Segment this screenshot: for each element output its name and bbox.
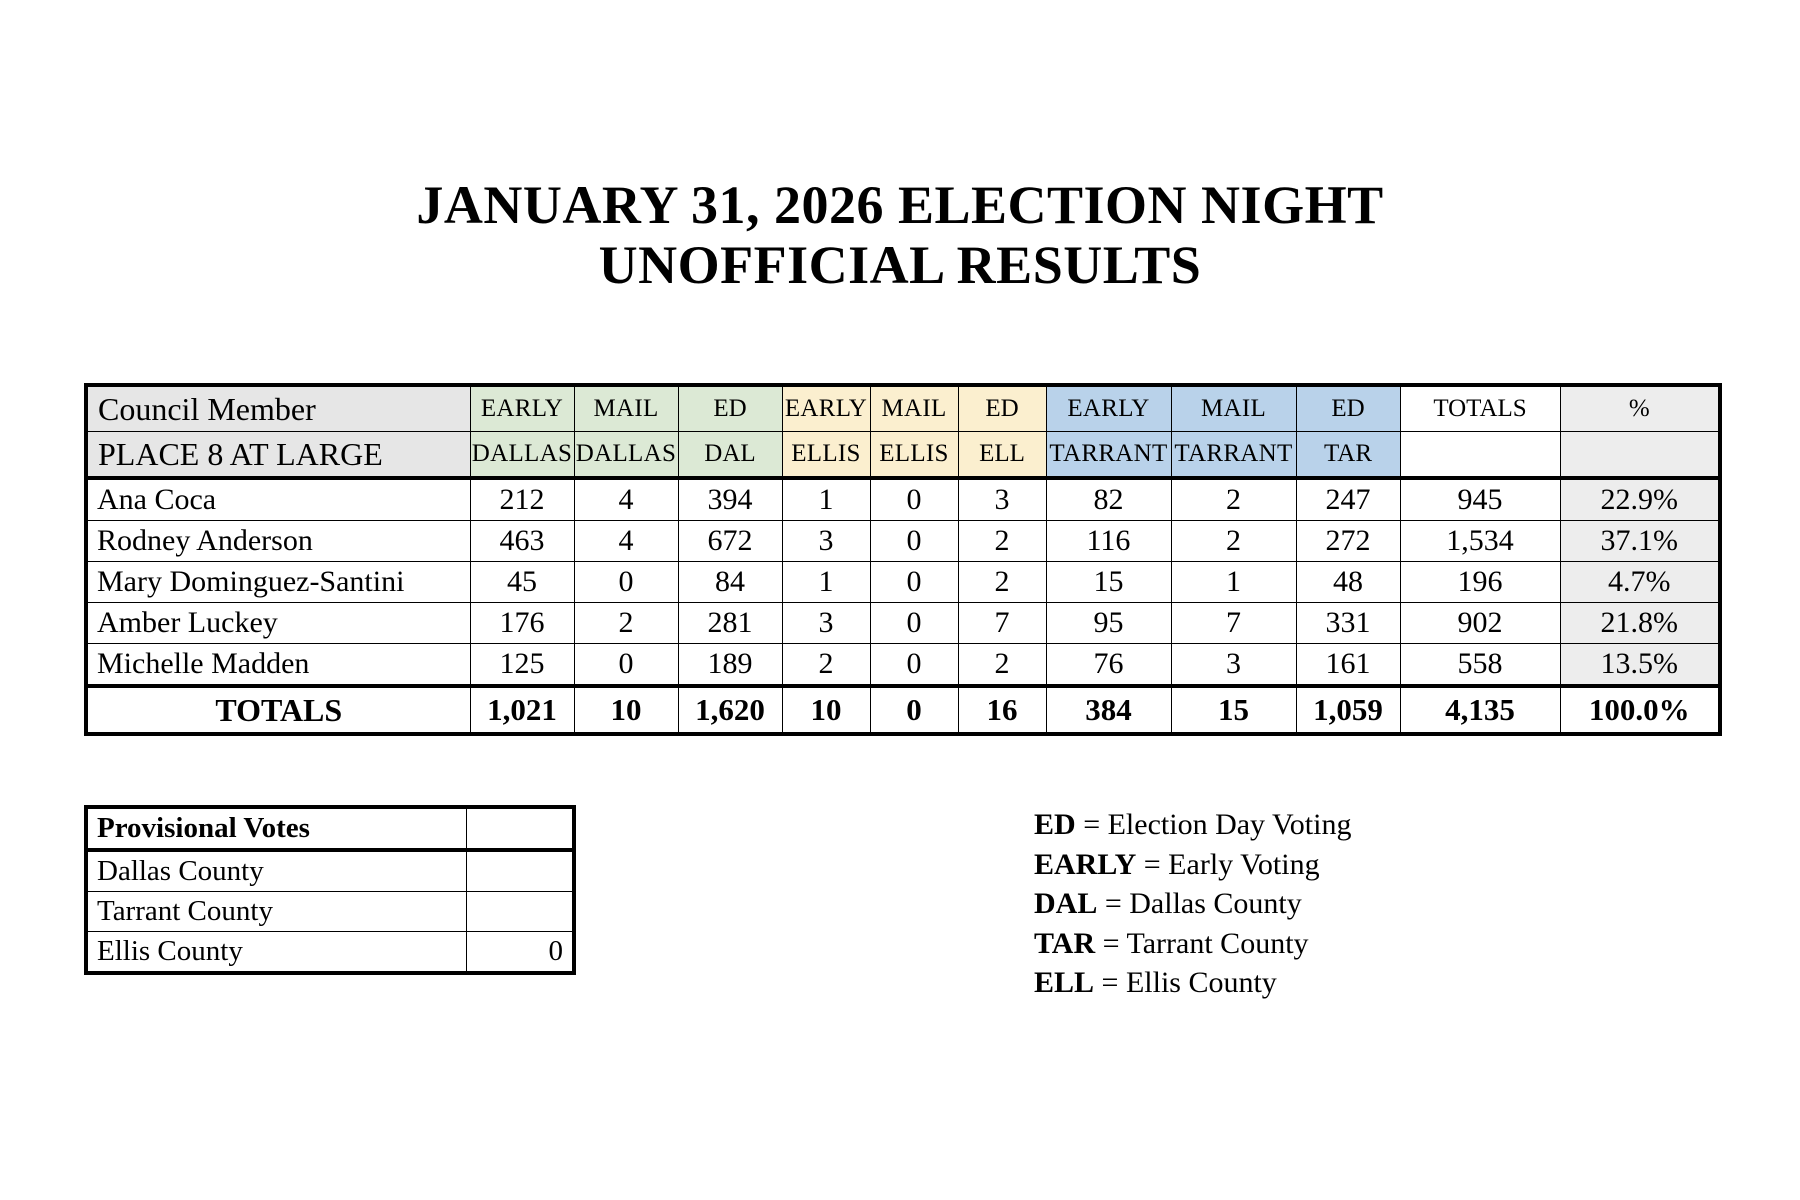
totals-label: TOTALS: [86, 686, 470, 734]
header-council-member: Council Member: [86, 385, 470, 432]
header-method-ellis-ed: ED: [958, 385, 1046, 432]
provisional-county-label: Ellis County: [86, 932, 466, 974]
vote-cell: 331: [1296, 603, 1400, 644]
candidate-percent: 21.8%: [1560, 603, 1720, 644]
legend-definition: = Dallas County: [1097, 887, 1302, 921]
legend-abbr: ED: [1034, 808, 1076, 841]
provisional-county-label: Tarrant County: [86, 892, 466, 932]
header-totals: TOTALS: [1400, 385, 1560, 432]
vote-cell: 7: [958, 603, 1046, 644]
candidate-name: Rodney Anderson: [86, 521, 470, 562]
vote-cell: 82: [1046, 478, 1171, 521]
vote-cell: 189: [678, 644, 782, 687]
vote-cell: 394: [678, 478, 782, 521]
vote-cell: 0: [870, 478, 958, 521]
vote-cell: 161: [1296, 644, 1400, 687]
table-row: [86, 644, 1720, 687]
table-header-row-county: [86, 432, 1720, 479]
candidate-percent: 4.7%: [1560, 562, 1720, 603]
vote-cell: 2: [1171, 521, 1296, 562]
legend-abbr: ELL: [1034, 966, 1095, 1000]
vote-cell: 3: [1171, 644, 1296, 687]
vote-cell: 2: [958, 521, 1046, 562]
grand-total: 4,135: [1400, 686, 1560, 734]
provisional-county-label: Dallas County: [86, 850, 466, 892]
vote-cell: 1: [782, 562, 870, 603]
header-method-tarrant-early: EARLY: [1046, 385, 1171, 432]
totals-cell: 10: [782, 686, 870, 734]
vote-cell: 2: [782, 644, 870, 687]
header-county-tarrant-early: TARRANT: [1046, 432, 1171, 479]
vote-cell: 4: [574, 478, 678, 521]
vote-cell: 3: [782, 603, 870, 644]
vote-cell: 2: [958, 562, 1046, 603]
vote-cell: 7: [1171, 603, 1296, 644]
legend-definition: = Ellis County: [1094, 966, 1277, 1000]
vote-cell: 176: [470, 603, 574, 644]
list-item: [86, 850, 574, 892]
vote-cell: 84: [678, 562, 782, 603]
vote-cell: 0: [870, 562, 958, 603]
table-totals-row: [86, 686, 1720, 734]
totals-cell: 10: [574, 686, 678, 734]
vote-cell: 0: [870, 521, 958, 562]
legend-abbr: EARLY: [1034, 847, 1137, 881]
total-percent: 100.0%: [1560, 686, 1720, 734]
candidate-total: 558: [1400, 644, 1560, 687]
header-method-dallas-mail: MAIL: [574, 385, 678, 432]
vote-cell: 1: [1171, 562, 1296, 603]
totals-cell: 1,620: [678, 686, 782, 734]
totals-cell: 384: [1046, 686, 1171, 734]
list-item: [86, 892, 574, 932]
header-percent-spacer: [1560, 432, 1720, 479]
vote-cell: 272: [1296, 521, 1400, 562]
header-county-ellis-ed: ELL: [958, 432, 1046, 479]
vote-cell: 212: [470, 478, 574, 521]
page-title-line-2: UNOFFICIAL RESULTS: [598, 235, 1202, 296]
vote-cell: 76: [1046, 644, 1171, 687]
header-method-ellis-mail: MAIL: [870, 385, 958, 432]
legend-item: [1034, 884, 1351, 924]
legend-item: [1034, 963, 1351, 1003]
vote-cell: 3: [958, 478, 1046, 521]
vote-cell: 0: [574, 644, 678, 687]
header-method-ellis-early: EARLY: [782, 385, 870, 432]
candidate-name: Ana Coca: [86, 478, 470, 521]
candidate-name: Amber Luckey: [86, 603, 470, 644]
election-results-table-container: [84, 383, 1718, 736]
provisional-county-value: 0: [466, 932, 574, 974]
totals-cell: 1,059: [1296, 686, 1400, 734]
legend-definition: = Election Day Voting: [1075, 808, 1352, 841]
candidate-percent: 37.1%: [1560, 521, 1720, 562]
vote-cell: 0: [870, 603, 958, 644]
header-county-dallas-ed: DAL: [678, 432, 782, 479]
vote-cell: 2: [1171, 478, 1296, 521]
table-row: [86, 603, 1720, 644]
legend-abbr: DAL: [1034, 887, 1098, 921]
table-header-row-method: [86, 385, 1720, 432]
candidate-percent: 22.9%: [1560, 478, 1720, 521]
totals-cell: 15: [1171, 686, 1296, 734]
totals-cell: 1,021: [470, 686, 574, 734]
vote-cell: 15: [1046, 562, 1171, 603]
candidate-total: 945: [1400, 478, 1560, 521]
vote-cell: 247: [1296, 478, 1400, 521]
legend-definition: = Early Voting: [1136, 847, 1320, 881]
page-title-line-1: JANUARY 31, 2026 ELECTION NIGHT: [416, 175, 1384, 235]
provisional-county-value: [466, 850, 574, 892]
vote-cell: 125: [470, 644, 574, 687]
vote-cell: 3: [782, 521, 870, 562]
vote-cell: 4: [574, 521, 678, 562]
vote-cell: 0: [870, 644, 958, 687]
legend-item: [1034, 924, 1351, 964]
candidate-name: Mary Dominguez-Santini: [86, 562, 470, 603]
header-totals-spacer: [1400, 432, 1560, 479]
totals-cell: 0: [870, 686, 958, 734]
election-results-table: [84, 383, 1722, 736]
vote-cell: 95: [1046, 603, 1171, 644]
vote-cell: 672: [678, 521, 782, 562]
vote-cell: 2: [574, 603, 678, 644]
vote-cell: 116: [1046, 521, 1171, 562]
totals-cell: 16: [958, 686, 1046, 734]
vote-cell: 1: [782, 478, 870, 521]
candidate-total: 902: [1400, 603, 1560, 644]
vote-cell: 2: [958, 644, 1046, 687]
vote-cell: 281: [678, 603, 782, 644]
provisional-header-label: Provisional Votes: [86, 807, 466, 850]
header-county-dallas-early: DALLAS: [470, 432, 574, 479]
header-method-dallas-ed: ED: [678, 385, 782, 432]
table-row: [86, 478, 1720, 521]
header-county-tarrant-mail: TARRANT: [1171, 432, 1296, 479]
list-item: [86, 932, 574, 974]
vote-cell: 463: [470, 521, 574, 562]
legend-abbr: TAR: [1034, 926, 1096, 960]
header-county-ellis-mail: ELLIS: [870, 432, 958, 479]
vote-cell: 0: [574, 562, 678, 603]
header-county-tarrant-ed: TAR: [1296, 432, 1400, 479]
header-county-dallas-mail: DALLAS: [574, 432, 678, 479]
header-method-tarrant-mail: MAIL: [1171, 385, 1296, 432]
vote-cell: 45: [470, 562, 574, 603]
vote-cell: 48: [1296, 562, 1400, 603]
legend-definition: = Tarrant County: [1095, 926, 1309, 960]
header-percent: %: [1560, 385, 1720, 432]
table-row: [86, 562, 1720, 603]
provisional-votes-table: [84, 805, 576, 975]
provisional-header-row: [86, 807, 574, 850]
candidate-percent: 13.5%: [1560, 644, 1720, 687]
header-method-dallas-early: EARLY: [470, 385, 574, 432]
provisional-votes-table-container: [84, 805, 576, 975]
header-county-ellis-early: ELLIS: [782, 432, 870, 479]
candidate-total: 1,534: [1400, 521, 1560, 562]
legend-item: [1034, 845, 1351, 885]
provisional-header-value: [466, 807, 574, 850]
abbreviation-legend: [1034, 805, 1351, 1003]
table-row: [86, 521, 1720, 562]
provisional-county-value: [466, 892, 574, 932]
page-title: [0, 0, 1800, 296]
candidate-total: 196: [1400, 562, 1560, 603]
header-method-tarrant-ed: ED: [1296, 385, 1400, 432]
header-place-8-at-large: PLACE 8 AT LARGE: [86, 432, 470, 479]
candidate-name: Michelle Madden: [86, 644, 470, 687]
legend-item: [1034, 805, 1351, 845]
